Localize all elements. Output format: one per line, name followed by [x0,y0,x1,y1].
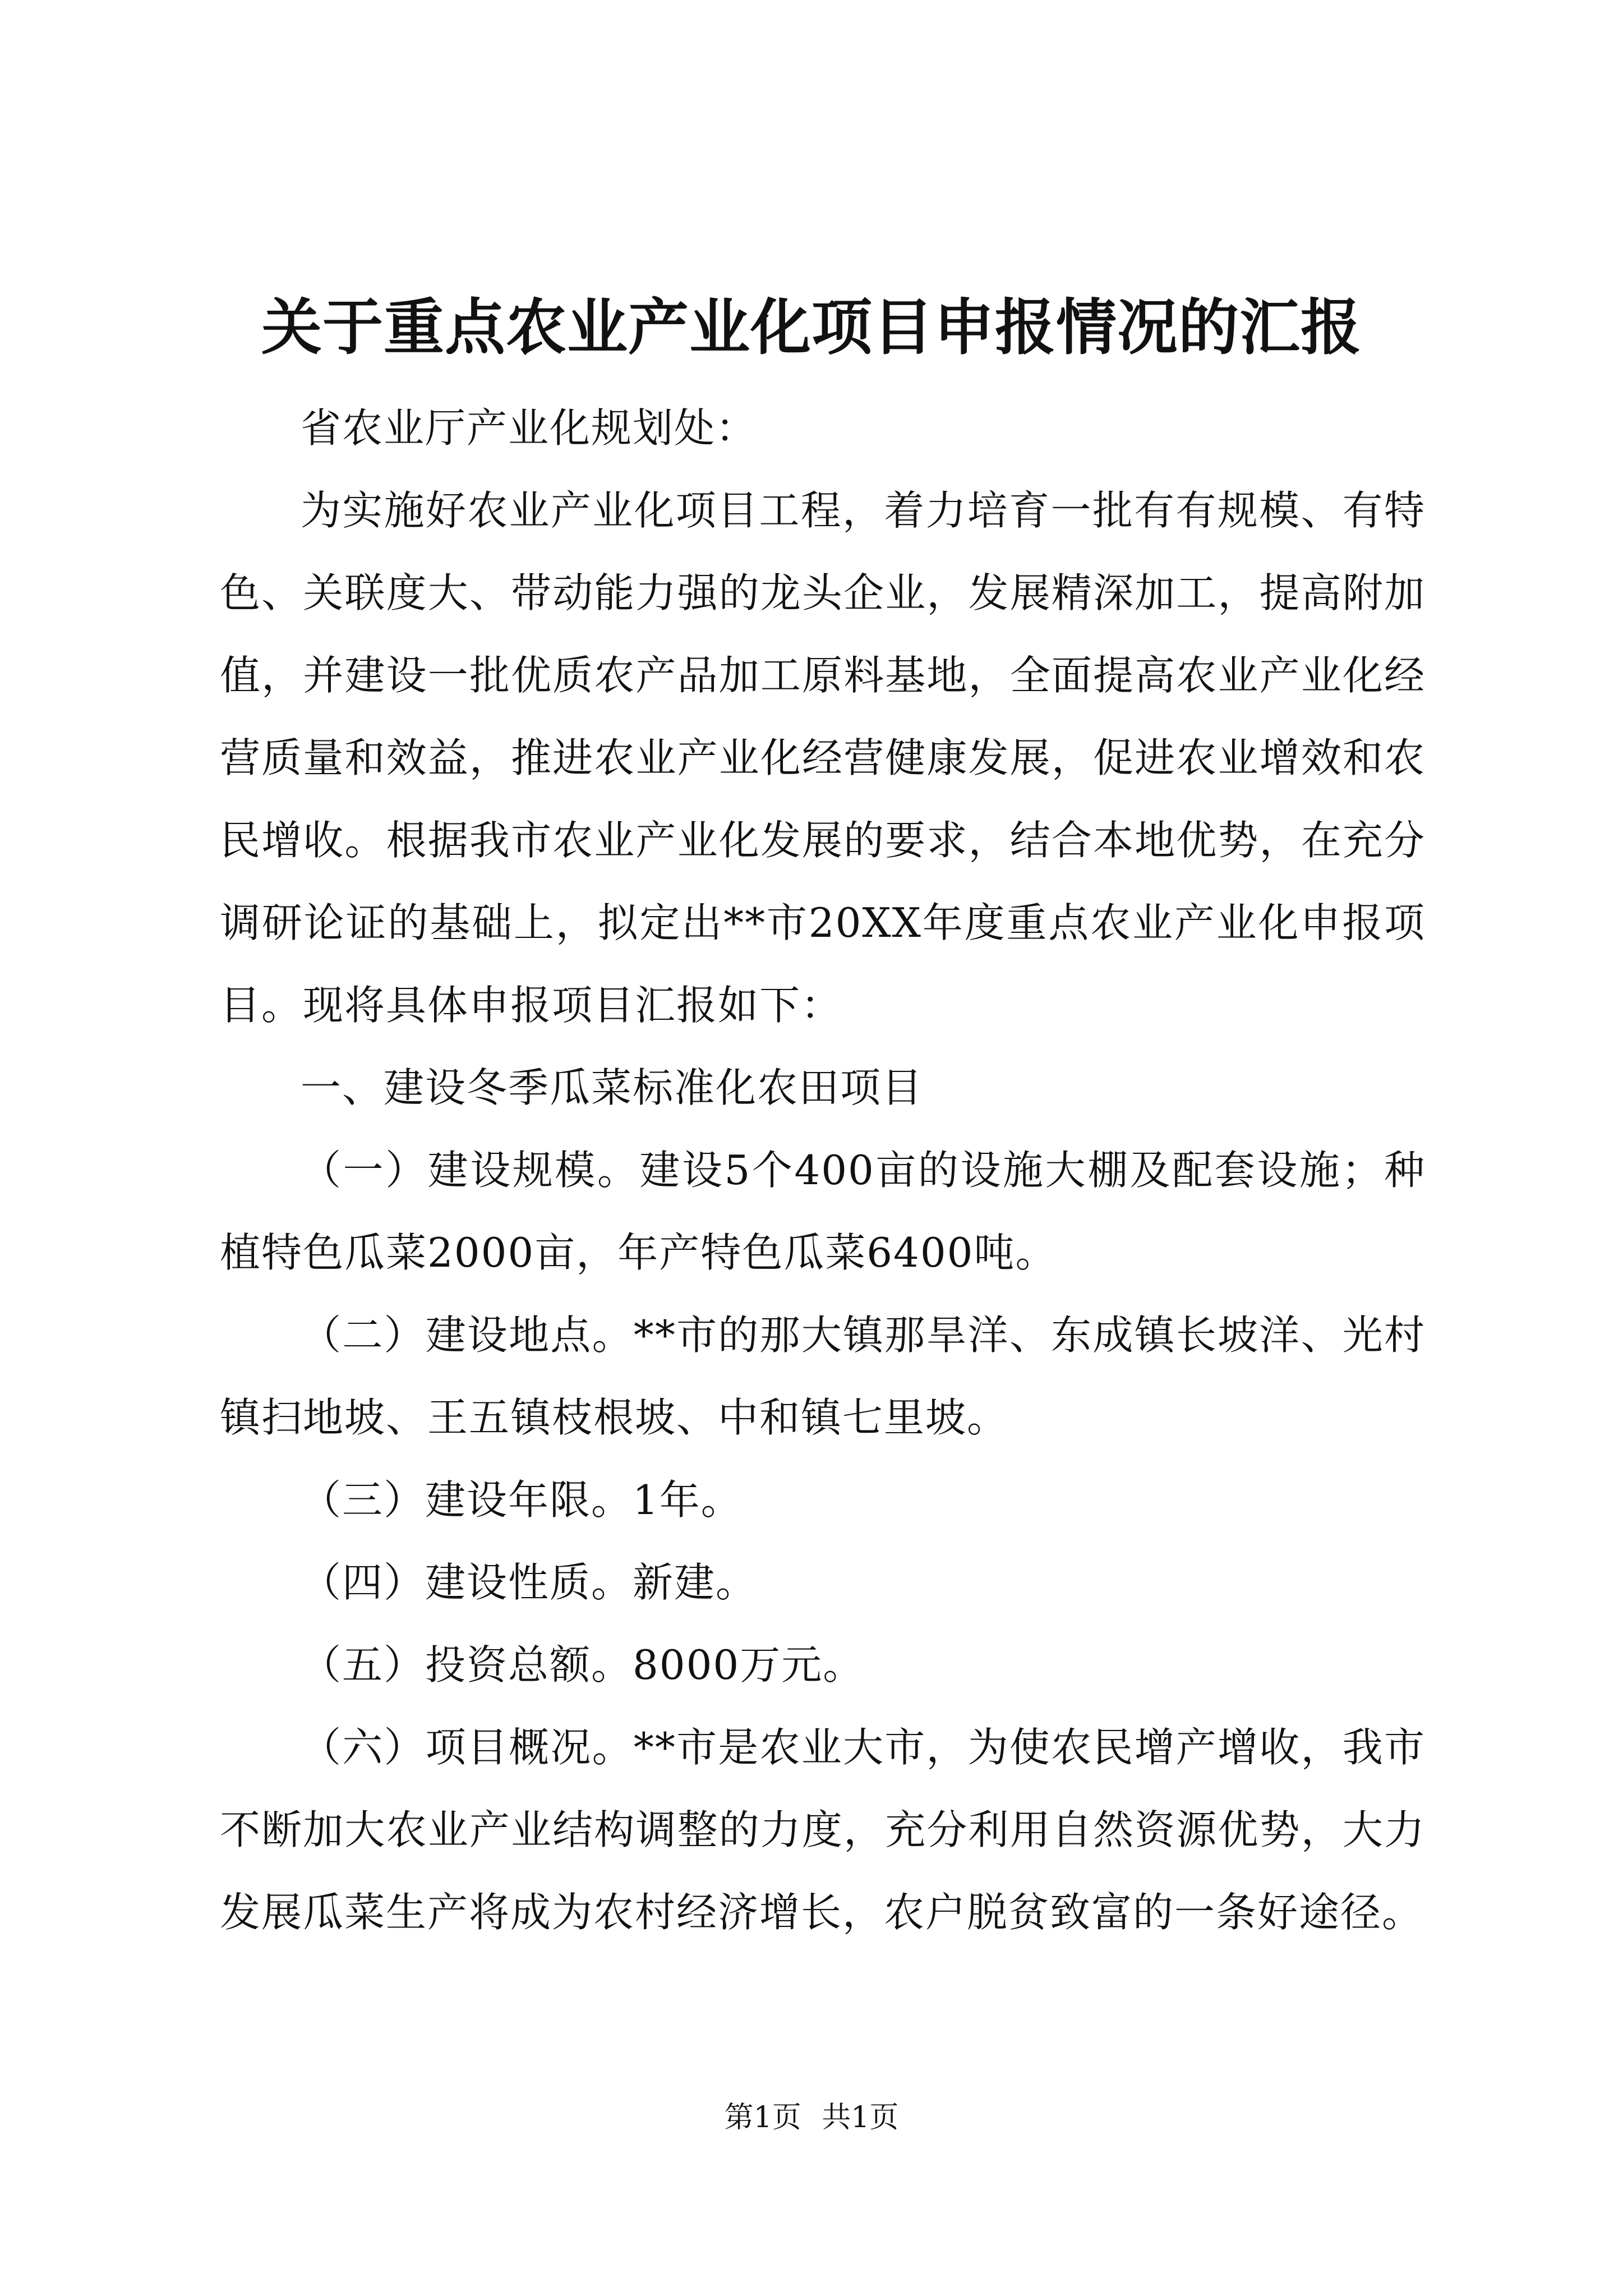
item-investment: （五）投资总额。8000万元。 [301,1641,865,1688]
page-number: 第1页 [724,2101,801,2134]
item-duration: （三）建设年限。1年。 [301,1476,743,1524]
document-title: 关于重点农业产业化项目申报情况的汇报 [261,293,1362,363]
item-overview: （六）项目概况。**市是农业大市，为使农民增产增收，我市不断加大农业产业结构调整的力度，充分利用自然资源优势，大力发展瓜菜生产将成为农村经济增长，农户脱贫致富的一条好途径。 [220,1724,1426,1936]
section-heading: 一、建设冬季瓜菜标准化农田项目 [301,1064,924,1111]
document-body [220,387,1426,1954]
item-nature: （四）建设性质。新建。 [301,1559,758,1606]
item-location: （二）建设地点。**市的那大镇那旱洋、东成镇长坡洋、光村镇扫地坡、王五镇枝根坡、中和镇七里坡。 [220,1312,1426,1441]
salutation: 省农业厅产业化规划处： [301,404,758,452]
item-scale: （一）建设规模。建设5个400亩的设施大棚及配套设施；种植特色瓜菜2000亩，年产特色瓜菜6400吨。 [220,1147,1426,1276]
page-footer [0,2095,1623,2140]
page-total: 共1页 [822,2101,899,2134]
intro-paragraph: 为实施好农业产业化项目工程，着力培育一批有有规模、有特色、关联度大、带动能力强的龙头企业，发展精深加工，提高附加值，并建设一批优质农产品加工原料基地，全面提高农业产业化经营质量和效益，推进农业产业化经营健康发展，促进农业增效和农民增收。根据我市农业产业化发展的要求，结合本地优势，在充分调研论证的基础上，拟定出**市20XX年度重点农业产业化申报项目。现将具体申报项目汇报如下： [220,487,1426,1029]
